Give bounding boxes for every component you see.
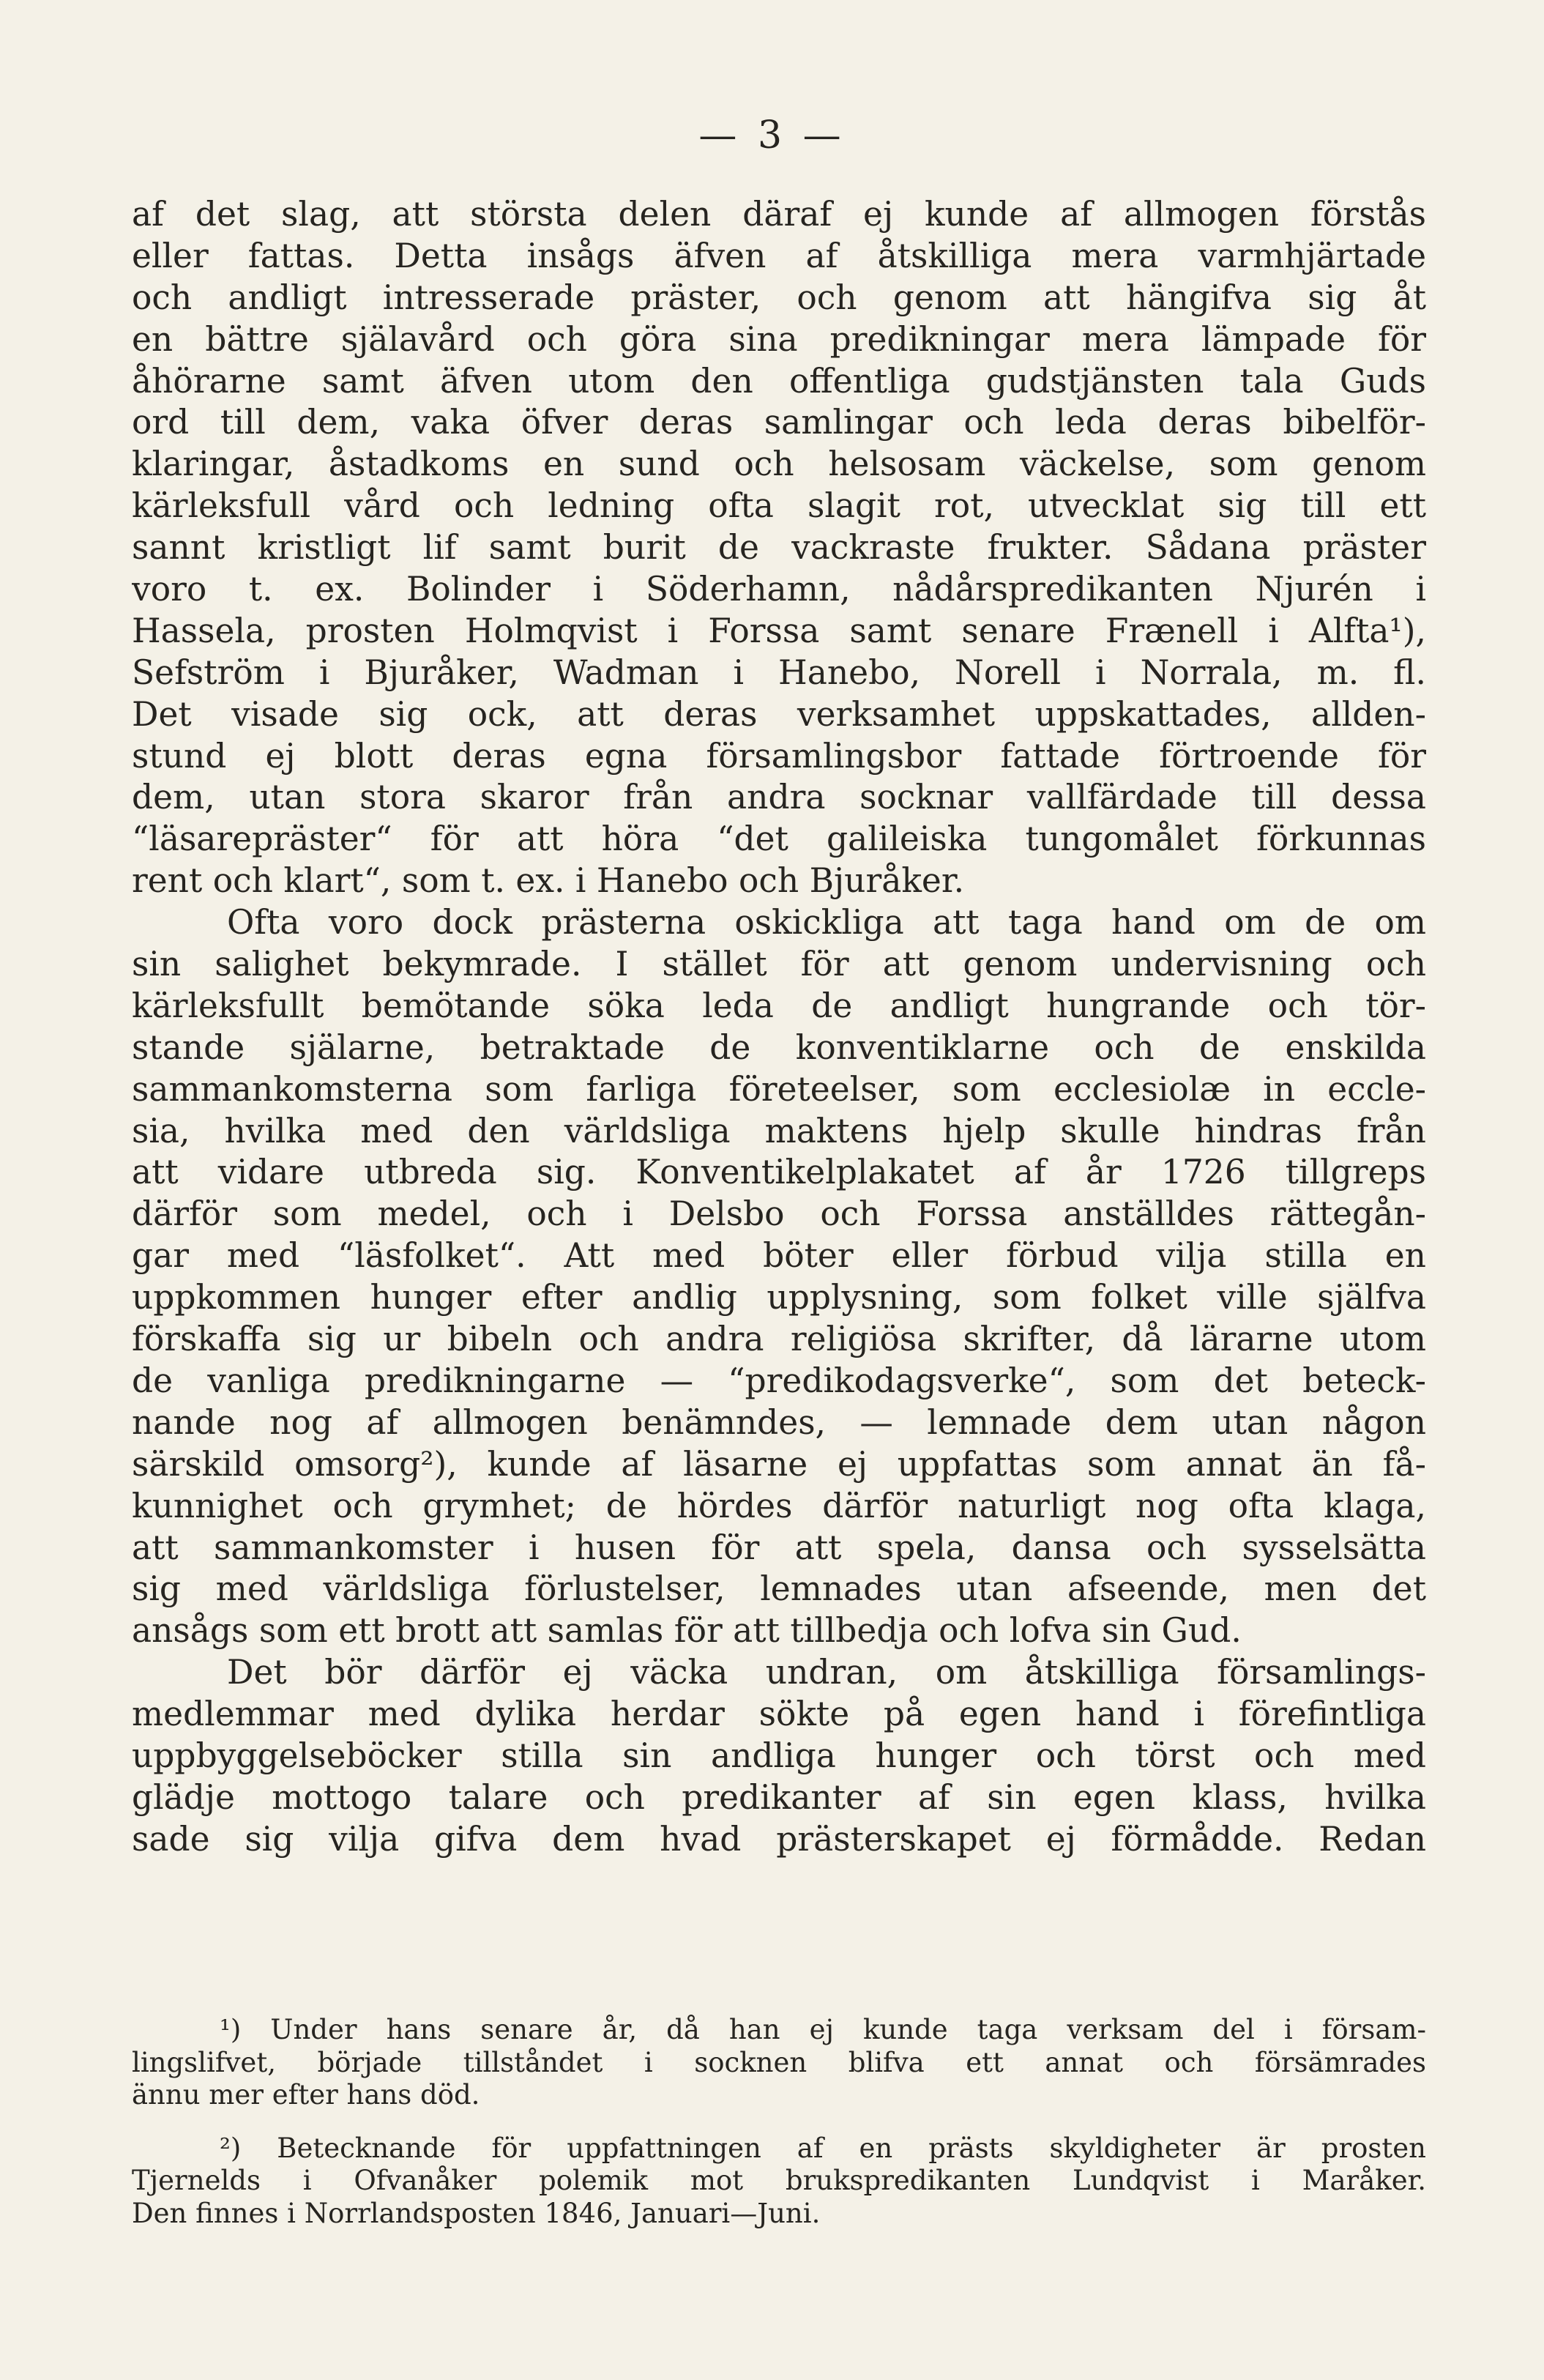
text-line: att vidare utbreda sig. Konventikelplakatet af år 1726 tillgreps <box>132 1153 1426 1192</box>
text-line: glädje mottogo talare och predikanter af sin egen klass, hvilka <box>132 1777 1426 1817</box>
page-number: — 3 — <box>698 114 846 157</box>
text-line: gar med “läsfolket“. Att med böter eller förbud vilja stilla en <box>132 1236 1426 1276</box>
text-line: sig med världsliga förlustelser, lemnades utan afseende, men det <box>132 1569 1426 1609</box>
text-line: de vanliga predikningarne — “predikodagsverke“, som det beteck- <box>132 1361 1426 1400</box>
text-line: Ofta voro dock prästerna oskickliga att taga hand om de om <box>227 903 1426 942</box>
footnotes <box>132 2014 1426 2230</box>
text-line: åhörarne samt äfven utom den offentliga gudstjänsten tala Guds <box>132 361 1426 401</box>
footnote-line: ²) Betecknande för uppfattningen af en prästs skyldigheter är prosten <box>220 2132 1426 2164</box>
text-line: sammankomsterna som farliga företeelser, som ecclesiolæ in eccle- <box>132 1069 1426 1109</box>
text-line: ansågs som ett brott att samlas för att tillbedja och lofva sin Gud. <box>132 1611 1242 1651</box>
text-line: sin salighet bekymrade. I stället för att genom undervisning och <box>132 945 1426 984</box>
text-line: voro t. ex. Bolinder i Söderhamn, nådårspredikanten Njurén i <box>132 570 1426 609</box>
text-line: nande nog af allmogen benämndes, — lemnade dem utan någon <box>132 1402 1426 1442</box>
footnote-1 <box>132 2014 1426 2112</box>
text-line: sade sig vilja gifva dem hvad prästerskapet ej förmådde. Redan <box>132 1819 1426 1859</box>
paragraph-2 <box>132 902 1426 1652</box>
text-line: stande själarne, betraktade de konventiklarne och de enskilda <box>132 1027 1426 1067</box>
text-line: rent och klart“, som t. ex. i Hanebo och Bjuråker. <box>132 861 965 901</box>
text-line: sia, hvilka med den världsliga maktens hjelp skulle hindras från <box>132 1111 1426 1150</box>
footnote-line: Den finnes i Norrlandsposten 1846, Januari—Juni. <box>132 2197 821 2229</box>
paragraph-3 <box>132 1652 1426 1860</box>
text-line: förskaffa sig ur bibeln och andra religiösa skrifter, då lärarne utom <box>132 1320 1426 1359</box>
text-line: Sefström i Bjuråker, Wadman i Hanebo, Norell i Norrala, m. fl. <box>132 652 1426 692</box>
text-line: kärleksfullt bemötande söka leda de andligt hungrande och tör- <box>132 986 1426 1025</box>
footnote-line: Tjernelds i Ofvanåker polemik mot brukspredikanten Lundqvist i Maråker. <box>132 2165 1426 2196</box>
text-line: stund ej blott deras egna församlingsbor fattade förtroende för <box>132 736 1426 776</box>
text-line: en bättre själavård och göra sina predikningar mera lämpade för <box>132 319 1426 359</box>
text-line: “läsarepräster“ för att höra “det galileiska tungomålet förkunnas <box>132 819 1426 859</box>
text-line: uppbyggelseböcker stilla sin andliga hunger och törst och med <box>132 1736 1426 1775</box>
footnote-2 <box>132 2132 1426 2231</box>
text-line: uppkommen hunger efter andlig upplysning, som folket ville själfva <box>132 1278 1426 1317</box>
paragraph-1 <box>132 194 1426 902</box>
footnote-line: lingslifvet, började tillståndet i socknen blifva ett annat och försämrades <box>132 2046 1426 2078</box>
text-line: eller fattas. Detta insågs äfven af åtskilliga mera varmhjärtade <box>132 236 1426 275</box>
footnote-line: ¹) Under hans senare år, då han ej kunde taga verksam del i försam- <box>220 2014 1426 2045</box>
body-text <box>132 194 1426 1861</box>
text-line: att sammankomster i husen för att spela, dansa och sysselsätta <box>132 1528 1426 1567</box>
footnote-line: ännu mer efter hans död. <box>132 2079 480 2111</box>
text-line: medlemmar med dylika herdar sökte på egen hand i förefintliga <box>132 1695 1426 1734</box>
text-line: därför som medel, och i Delsbo och Forssa anställdes rättegån- <box>132 1194 1426 1234</box>
text-line: sannt kristligt lif samt burit de vackraste frukter. Sådana präster <box>132 528 1426 568</box>
text-line: dem, utan stora skaror från andra socknar vallfärdade till dessa <box>132 778 1426 817</box>
text-line: ord till dem, vaka öfver deras samlingar och leda deras bibelför- <box>132 403 1426 442</box>
text-line: kärleksfull vård och ledning ofta slagit rot, utvecklat sig till ett <box>132 486 1426 526</box>
text-line: och andligt intresserade präster, och genom att hängifva sig åt <box>132 278 1426 317</box>
text-line: kunnighet och grymhet; de hördes därför naturligt nog ofta klaga, <box>132 1486 1426 1525</box>
text-line: Det bör därför ej väcka undran, om åtskilliga församlings- <box>227 1653 1426 1692</box>
text-line: af det slag, att största delen däraf ej kunde af allmogen förstås <box>132 195 1426 234</box>
text-line: särskild omsorg²), kunde af läsarne ej uppfattas som annat än få- <box>132 1444 1426 1484</box>
text-line: Det visade sig ock, att deras verksamhet uppskattades, allden- <box>132 694 1426 734</box>
text-line: klaringar, åstadkoms en sund och helsosam väckelse, som genom <box>132 445 1426 484</box>
text-line: Hassela, prosten Holmqvist i Forssa samt senare Frænell i Alfta¹), <box>132 611 1426 650</box>
